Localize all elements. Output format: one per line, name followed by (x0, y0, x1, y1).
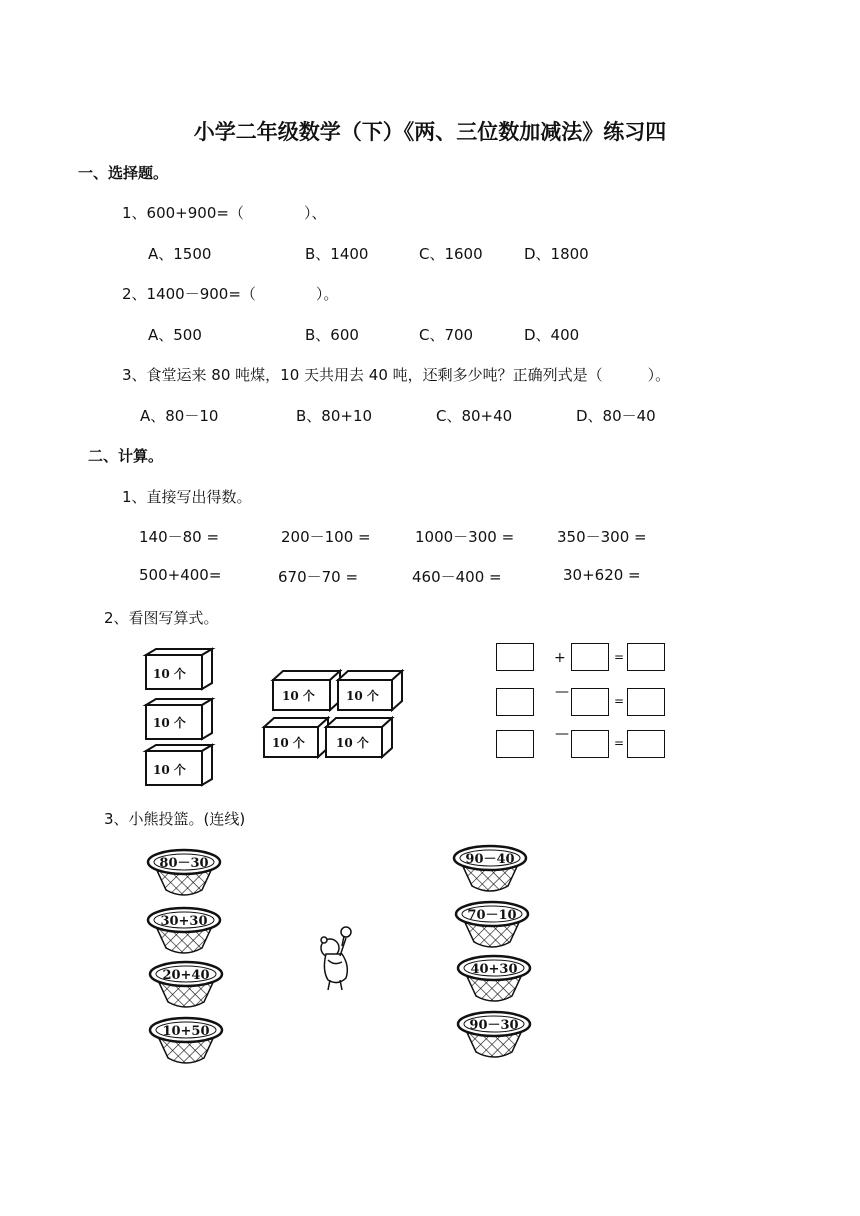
hoop-icon (148, 850, 220, 895)
section-heading-calculation: 二、计算。 (88, 447, 164, 465)
q2-option-b: B、600 (305, 326, 359, 344)
answer-box[interactable] (627, 730, 665, 758)
question-1-stem: 1、600+900=（ ）、 (122, 204, 327, 222)
answer-box[interactable] (627, 688, 665, 716)
box-icon (338, 671, 402, 710)
answer-box[interactable] (571, 688, 609, 716)
hoop-icon (458, 1012, 530, 1057)
q3-option-b: B、80+10 (296, 407, 373, 425)
svg-text:10 个: 10 个 (153, 716, 186, 730)
answer-box[interactable] (627, 643, 665, 671)
svg-text:90－40: 90－40 (465, 852, 515, 867)
answer-box[interactable] (496, 730, 534, 758)
calc-item: 670－70 = (278, 568, 359, 586)
hoop-icon (454, 846, 526, 891)
box-icon (273, 671, 340, 710)
calc-item: 500+400= (139, 566, 222, 584)
hoop-icon (458, 956, 530, 1001)
q3-option-a: A、80－10 (140, 407, 219, 425)
q1-option-d: D、1800 (524, 245, 589, 263)
answer-box[interactable] (496, 688, 534, 716)
svg-text:90－30: 90－30 (469, 1018, 519, 1033)
q3-option-c: C、80+40 (436, 407, 513, 425)
box-icon (326, 718, 392, 757)
svg-text:10 个: 10 个 (346, 689, 379, 703)
minus-sign: — (555, 684, 569, 700)
svg-text:80－30: 80－30 (159, 856, 209, 871)
q3-option-d: D、80－40 (576, 407, 656, 425)
box-icon (264, 718, 328, 757)
calc-q2-label: 2、看图写算式。 (104, 609, 219, 627)
q1-option-c: C、1600 (419, 245, 483, 263)
hoop-icon (150, 962, 222, 1007)
hoop-icon (148, 908, 220, 953)
question-2-stem: 2、1400－900=（ ）。 (122, 285, 339, 303)
section-heading-choice: 一、选择题。 (78, 164, 169, 182)
page-title: 小学二年级数学（下）《两、三位数加减法》练习四 (193, 120, 667, 144)
equals-sign: = (614, 694, 625, 708)
box-icon (146, 745, 212, 785)
calc-item: 1000－300 = (415, 528, 515, 546)
svg-text:10 个: 10 个 (153, 667, 186, 681)
calc-q1-label: 1、直接写出得数。 (122, 488, 252, 506)
svg-text:70－10: 70－10 (467, 908, 517, 923)
calc-item: 350－300 = (557, 528, 647, 546)
boxes-illustration (140, 645, 410, 790)
hoop-icon (456, 902, 528, 947)
svg-text:40+30: 40+30 (470, 962, 518, 977)
question-3-stem: 3、食堂运来 80 吨煤，10 天共用去 40 吨，还剩多少吨？正确列式是（ ）。 (122, 366, 671, 384)
plus-sign: + (554, 650, 566, 666)
equals-sign: = (614, 736, 625, 750)
q1-option-b: B、1400 (305, 245, 369, 263)
calc-item: 30+620 = (563, 566, 641, 584)
hoops-illustration (140, 840, 560, 1075)
box-icon (146, 649, 212, 689)
svg-text:10 个: 10 个 (272, 736, 305, 750)
q1-option-a: A、1500 (148, 245, 212, 263)
calc-item: 140－80 = (139, 528, 220, 546)
q2-option-a: A、500 (148, 326, 202, 344)
hoop-icon (150, 1018, 222, 1063)
bear-icon (321, 927, 351, 990)
minus-sign: — (555, 726, 569, 742)
calc-item: 460－400 = (412, 568, 502, 586)
box-icon (146, 699, 212, 739)
svg-text:20+40: 20+40 (162, 968, 210, 983)
answer-box[interactable] (571, 643, 609, 671)
equals-sign: = (614, 650, 625, 664)
svg-text:10 个: 10 个 (336, 736, 369, 750)
svg-text:30+30: 30+30 (160, 914, 208, 929)
svg-text:10 个: 10 个 (153, 763, 186, 777)
calc-q3-label: 3、小熊投篮。(连线) (104, 810, 246, 828)
calc-item: 200－100 = (281, 528, 371, 546)
q2-option-c: C、700 (419, 326, 474, 344)
svg-text:10+50: 10+50 (162, 1024, 210, 1039)
q2-option-d: D、400 (524, 326, 580, 344)
answer-box[interactable] (571, 730, 609, 758)
svg-text:10 个: 10 个 (282, 689, 315, 703)
answer-box[interactable] (496, 643, 534, 671)
